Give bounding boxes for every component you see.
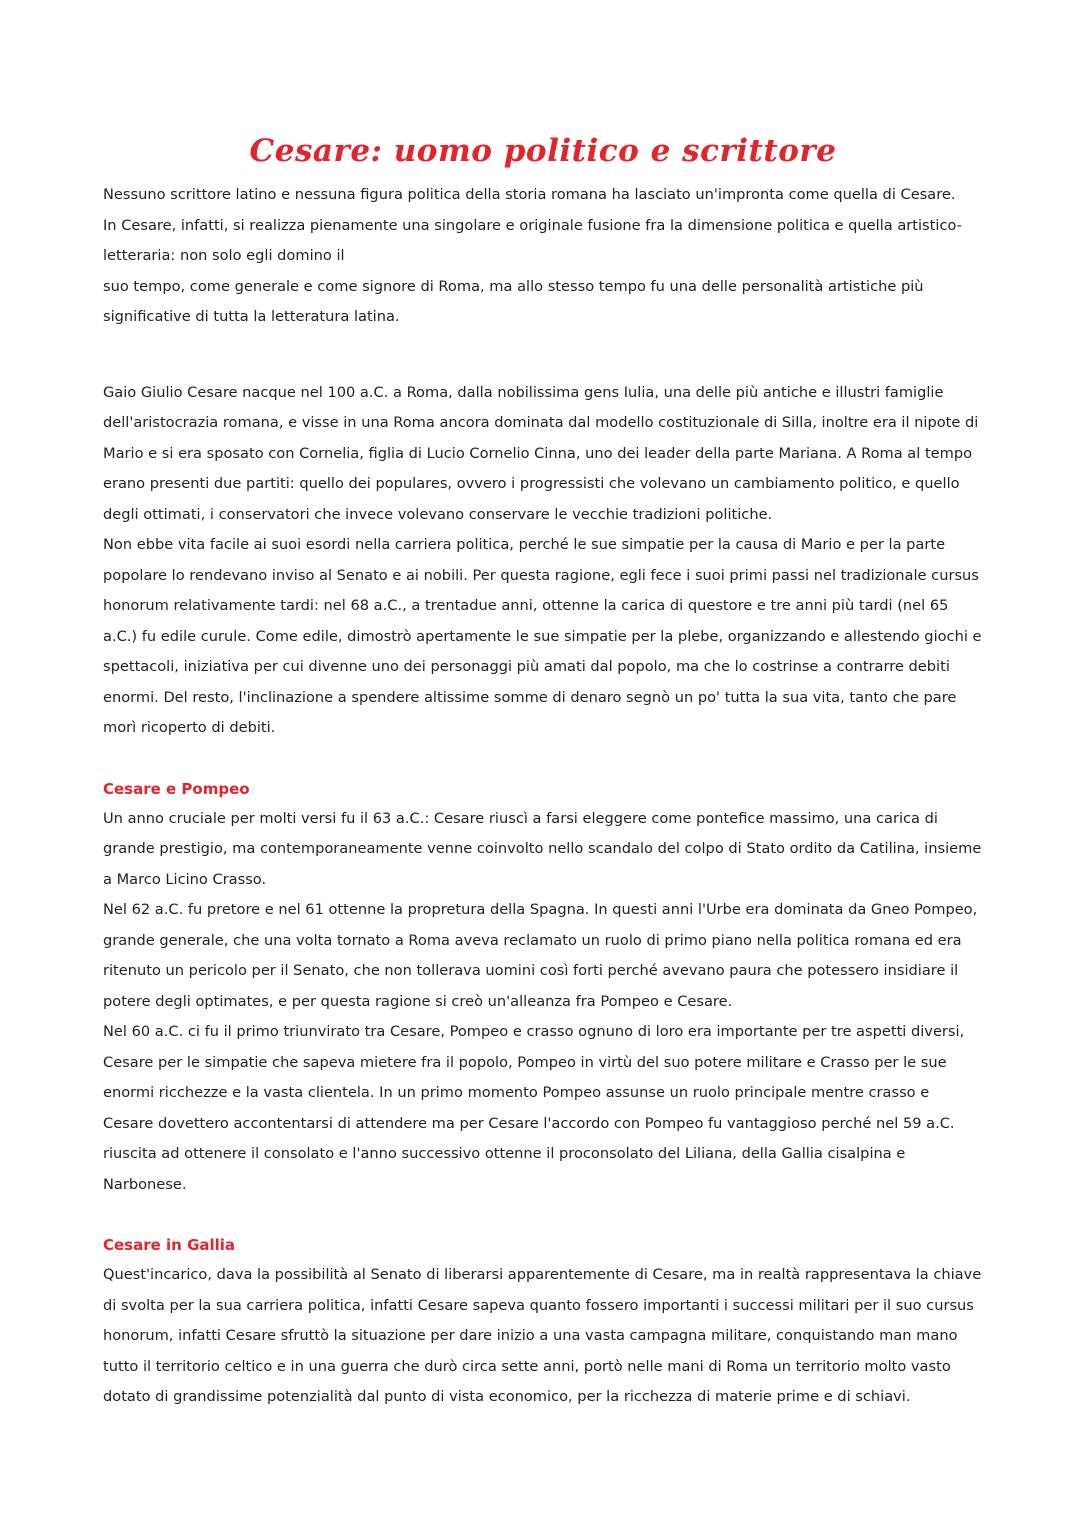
intro-line-1: Nessuno scrittore latino e nessuna figura politica della storia romana ha lasciato un'impronta come quella di Cesare. <box>103 186 956 203</box>
page-title: Cesare: uomo politico e scrittore <box>249 133 837 169</box>
section-heading-pompeo: Cesare e Pompeo <box>103 779 250 798</box>
intro-line-3: suo tempo, come generale e come signore di Roma, ma allo stesso tempo fu una delle personalità artistiche più significative di tutta la letteratura latina. <box>103 277 924 325</box>
spacer <box>103 1200 983 1230</box>
section-heading-gallia: Cesare in Gallia <box>103 1236 236 1254</box>
biography-paragraph-1: Gaio Giulio Cesare nacque nel 100 a.C. a Roma, dalla nobilissima gens Iulia, una delle più antiche e illustri famiglie dell'aristocrazia romana, e visse in una Roma ancora dominata dal modello costituzionale di Silla, inoltre era il nipote di Mario e si era sposato con Cornelia, figlia di Lucio Cornelio Cinna, uno dei leader della parte Mariana. A Roma al tempo erano presenti due partiti: quello dei populares, ovvero i progressisti che volevano un cambiamento politico, e quello degli ottimati, i conservatori che invece volevano conservare le vecchie tradizioni politiche. <box>103 383 979 523</box>
spacer <box>103 333 983 378</box>
document-page <box>103 128 983 1413</box>
gallia-paragraph-1: Quest'incarico, dava la possibilità al Senato di liberarsi apparentemente di Cesare, ma in realtà rappresentava la chiave di svolta per la sua carriera politica, infatti Cesare sapeva quanto fossero importanti i successi militari per il suo cursus honorum, infatti Cesare sfruttò la situazione per dare inizio a una vasta campagna militare, conquistando man mano tutto il territorio celtico e in una guerra che durò circa sette anni, portò nelle mani di Roma un territorio molto vasto dotato di grandissime potenzialità dal punto di vista economico, per la ricchezza di materie prime e di schiavi. <box>103 1266 982 1405</box>
spacer <box>103 744 983 774</box>
intro-line-2: In Cesare, infatti, si realizza pienamente una singolare e originale fusione fra la dimensione politica e quella artistico-letteraria: non solo egli domino il <box>103 216 962 264</box>
pompeo-paragraph-2: Nel 62 a.C. fu pretore e nel 61 ottenne la propretura della Spagna. In questi anni l'Urbe era dominata da Gneo Pompeo, grande generale, che una volta tornato a Roma aveva reclamato un ruolo di primo piano nella politica romana ed era ritenuto un pericolo per il Senato, che non tollerava uomini così forti perché avevano paura che potessero insidiare il potere degli optimates, e per questa ragione si creò un'alleanza fra Pompeo e Cesare. <box>103 901 978 1010</box>
pompeo-paragraph-1: Un anno cruciale per molti versi fu il 63 a.C.: Cesare riuscì a farsi eleggere come pontefice massimo, una carica di grande prestigio, ma contemporaneamente venne coinvolto nello scandalo del colpo di Stato ordito da Catilina, insieme a Marco Licino Crasso. <box>103 809 982 888</box>
biography-paragraph-2: Non ebbe vita facile ai suoi esordi nella carriera politica, perché le sue simpatie per la causa di Mario e per la parte popolare lo rendevano inviso al Senato e ai nobili. Per questa ragione, egli fece i suoi primi passi nel tradizionale cursus honorum relativamente tardi: nel 68 a.C., a trentadue anni, ottenne la carica di questore e tre anni più tardi (nel 65 a.C.) fu edile curule. Come edile, dimostrò apertamente le sue simpatie per la plebe, organizzando e allestendo giochi e spettacoli, iniziativa per cui divenne uno dei personaggi più amati dal popolo, ma che lo costrinse a contrarre debiti enormi. Del resto, l'inclinazione a spendere altissime somme di denaro segnò un po' tutta la sua vita, tanto che pare morì ricoperto di debiti. <box>103 536 982 736</box>
pompeo-paragraph-3: Nel 60 a.C. ci fu il primo triunvirato tra Cesare, Pompeo e crasso ognuno di loro era importante per tre aspetti diversi, Cesare per le simpatie che sapeva mietere fra il popolo, Pompeo in virtù del suo potere militare e Crasso per le sue enormi ricchezze e la vasta clientela. In un primo momento Pompeo assunse un ruolo principale mentre crasso e Cesare dovettero accontentarsi di attendere ma per Cesare l'accordo con Pompeo fu vantaggioso perché nel 59 a.C. riuscita ad ottenere il consolato e l'anno successivo ottenne il proconsolato del Liliana, della Gallia cisalpina e Narbonese. <box>103 1023 965 1193</box>
